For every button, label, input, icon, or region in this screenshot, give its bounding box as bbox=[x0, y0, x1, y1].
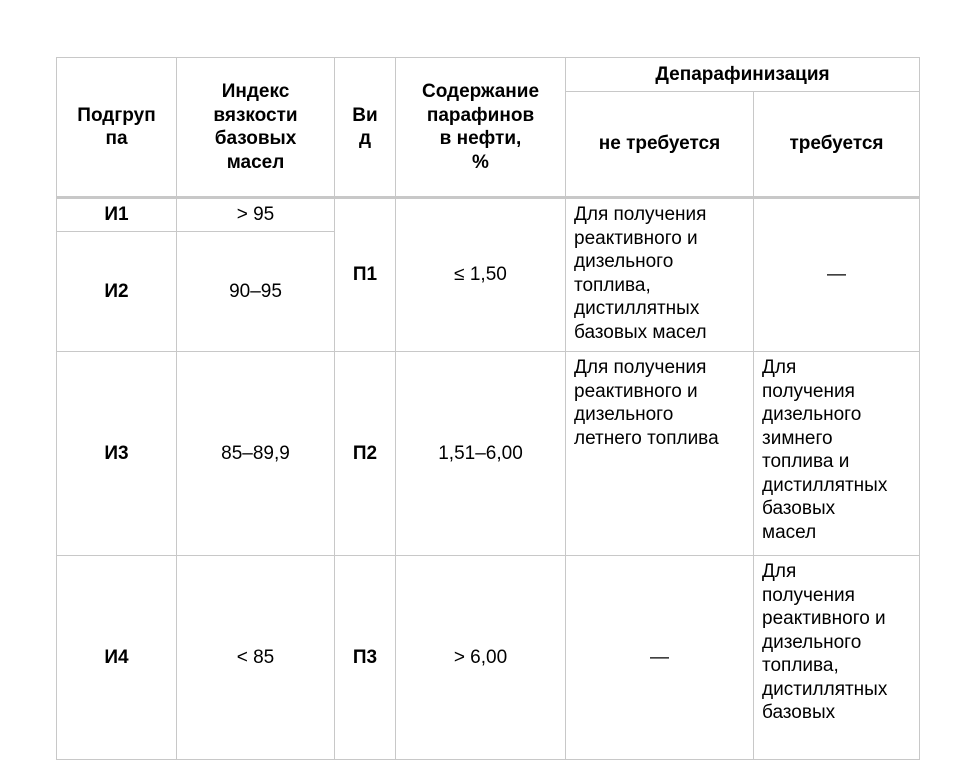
subgroup-cell: И3 bbox=[57, 352, 177, 556]
type-cell: П3 bbox=[335, 556, 396, 760]
header-paraffin-content: Содержание парафинов в нефти, % bbox=[396, 58, 566, 198]
viscosity-index-cell: 85–89,9 bbox=[177, 352, 335, 556]
header-row-1 bbox=[57, 58, 920, 92]
subgroup-cell: И1 bbox=[57, 198, 177, 232]
required-cell: Для получения реактивного и дизельного топлива, дистиллятных базовых bbox=[754, 556, 920, 760]
viscosity-index-cell: 90–95 bbox=[177, 232, 335, 352]
paraffin-cell: > 6,00 bbox=[396, 556, 566, 760]
header-required: требуется bbox=[754, 92, 920, 198]
not-required-cell: Для получения реактивного и дизельного летнего топлива bbox=[566, 352, 754, 556]
not-required-cell: — bbox=[566, 556, 754, 760]
required-cell: — bbox=[754, 198, 920, 352]
type-cell: П1 bbox=[335, 198, 396, 352]
header-not-required: не требуется bbox=[566, 92, 754, 198]
subgroup-cell: И2 bbox=[57, 232, 177, 352]
header-dewaxing: Депарафинизация bbox=[566, 58, 920, 92]
not-required-cell: Для получения реактивного и дизельного топлива, дистиллятных базовых масел bbox=[566, 198, 754, 352]
oil-classification-table bbox=[56, 57, 920, 760]
subgroup-cell: И4 bbox=[57, 556, 177, 760]
header-type: Ви д bbox=[335, 58, 396, 198]
table-row bbox=[57, 556, 920, 760]
paraffin-cell: 1,51–6,00 bbox=[396, 352, 566, 556]
viscosity-index-cell: > 95 bbox=[177, 198, 335, 232]
viscosity-index-cell: < 85 bbox=[177, 556, 335, 760]
table-row bbox=[57, 352, 920, 556]
header-viscosity-index: Индекс вязкости базовых масел bbox=[177, 58, 335, 198]
paraffin-cell: ≤ 1,50 bbox=[396, 198, 566, 352]
required-cell: Для получения дизельного зимнего топлива и дистиллятных базовых масел bbox=[754, 352, 920, 556]
header-subgroup: Подгруп па bbox=[57, 58, 177, 198]
classification-table-wrapper bbox=[56, 57, 920, 760]
type-cell: П2 bbox=[335, 352, 396, 556]
table-row bbox=[57, 198, 920, 232]
